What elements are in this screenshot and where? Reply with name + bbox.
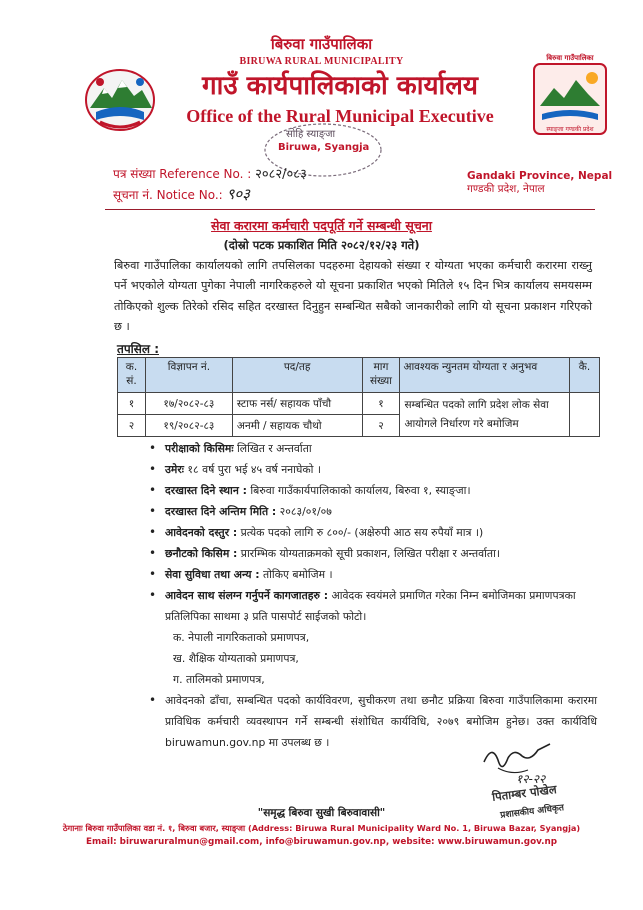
notice-subtitle: (दोस्रो पटक प्रकाशित मिति २०८२/१२/२३ गते) — [223, 238, 420, 252]
cell-demand: १ — [362, 393, 400, 415]
province-np: गण्डकी प्रदेश, नेपाल — [467, 183, 545, 195]
item-label: आवेदन साथ संलग्न गर्नुपर्ने कागजातहरु : — [165, 589, 329, 602]
reference-label: पत्र संख्या Reference No. : — [113, 167, 252, 181]
signatory-title: प्रशासकीय अधिकृत — [499, 803, 565, 821]
org-name-en: BIRUWA RURAL MUNICIPALITY — [239, 56, 404, 67]
list-item — [147, 501, 597, 522]
item-text: बिरुवा गाउँकार्यपालिकाको कार्यालय, बिरुवा १, स्याङ्जा। — [246, 484, 471, 497]
cell-demand: २ — [362, 415, 400, 437]
notice-title: सेवा करारमा कर्मचारी पदपूर्ति गर्ने सम्बन्धी सूचना — [211, 218, 432, 233]
list-item-final: • आवेदनको ढाँचा, सम्बन्धित पदको कार्यविवरण, सुचीकरण तथा छनौट प्रक्रिया बिरुवा गाउँपालिकामा करारमा प्राविधिक कर्मचारी व्यवस्थापन गर्ने सम्बन्धी संशोधित कार्यविधि, २०७९ बमोजिम हुनेछ। उक्त कार्यविधि biruwamun.gov.np मा उपलब्ध छ । — [147, 690, 597, 753]
table-header-row — [118, 358, 600, 393]
sub-item: ख. शैक्षिक योग्यताको प्रमाणपत्र, — [173, 652, 299, 665]
item-text: आवेदक स्वयंमले प्रमाणित गरेका निम्न बमोजिमका प्रमाणपत्रका प्रतिलिपिका साथमा ३ प्रति पासपोर्ट साईजको फोटो। — [165, 589, 576, 623]
org-name-np: बिरुवा गाउँपालिका — [270, 35, 373, 53]
item-label: दरखास्त दिने स्थान : — [165, 484, 247, 497]
footer-address: ठेगानाः बिरुवा गाउँपालिका वडा नं. १, बिरुवा बजार, स्याङ्जा (Address: Biruwa Rural Municipality Ward No. 1, Biruwa Bazar, Syangja) — [62, 823, 581, 833]
list-item — [147, 480, 597, 501]
notice-number-line — [113, 184, 250, 204]
logo-text: बिरुवा गाउँपालिका — [546, 54, 594, 62]
tapsil-heading: तपसिल : — [117, 342, 159, 356]
cell-qualification: सम्बन्धित पदको लागि प्रदेश लोक सेवा आयोगले निर्धारण गरे बमोजिम — [400, 393, 570, 437]
header-divider — [105, 209, 595, 210]
place-name: Biruwa, Syangja — [278, 142, 370, 153]
item-text: १८ वर्ष पुरा भई ४५ वर्ष ननाघेको । — [183, 463, 321, 476]
cell-post: अनमी / सहायक चौथो — [232, 415, 362, 437]
signature-date: १२-२२ — [516, 772, 546, 786]
list-item — [147, 459, 597, 480]
footer-contact: Email: biruwaruralmun@gmail.com, info@biruwamun.gov.np, website: www.biruwamun.gov.np — [85, 837, 558, 847]
item-label: उमेरः — [165, 463, 184, 476]
province-en: Gandaki Province, Nepal — [467, 170, 613, 182]
item-label: परीक्षाको किसिमः — [165, 442, 234, 455]
col-header-remarks: कै. — [569, 358, 599, 393]
item-text: तोकिए बमोजिम । — [259, 568, 333, 581]
address-block — [467, 170, 617, 196]
item-label: छनौटको किसिम : — [165, 547, 238, 560]
col-header-adv: विज्ञापन नं. — [145, 358, 232, 393]
logo-subtitle: स्याङ्जा गण्डकी प्रदेश — [546, 126, 594, 133]
notice-number-value: ९०३ — [226, 185, 250, 203]
cell-adv: १९/२०८२-८३ — [145, 415, 232, 437]
item-label: आवेदनको दस्तुर : — [165, 526, 238, 539]
list-item — [147, 438, 597, 459]
municipality-logo-icon — [532, 54, 608, 136]
table-row — [118, 393, 600, 415]
stamp-text: सोहि स्याङ्जा — [286, 129, 336, 140]
item-text: २०८३/०१/०७ — [276, 505, 332, 518]
col-header-post: पद/तह — [232, 358, 362, 393]
item-text: प्रत्येक पदको लागि रु ८००/- (अक्षेरुपी आठ सय रुपैयाँ मात्र ।) — [237, 526, 484, 539]
office-title-en: Office of the Rural Municipal Executive — [186, 106, 494, 126]
list-item — [147, 564, 597, 585]
municipality-logo — [532, 54, 608, 136]
cell-post: स्टाफ नर्स/ सहायक पाँचौ — [232, 393, 362, 415]
list-item — [147, 522, 597, 543]
col-header-sn: क. सं. — [118, 358, 146, 393]
sub-item: क. नेपाली नागरिकताको प्रमाणपत्र, — [173, 631, 310, 644]
col-header-demand: माग संख्या — [362, 358, 400, 393]
item-text: प्रारम्भिक योग्यताक्रमको सूची प्रकाशन, लिखित परीक्षा र अन्तर्वाता। — [237, 547, 500, 560]
col-header-qual: आवश्यक न्युनतम योग्यता र अनुभव — [400, 358, 570, 393]
reference-value: २०८२/०८३ — [255, 167, 307, 182]
cell-sn: १ — [118, 393, 146, 415]
list-item — [147, 585, 597, 627]
cell-sn: २ — [118, 415, 146, 437]
item-label: सेवा सुविधा तथा अन्य : — [165, 568, 260, 581]
notice-number-label: सूचना नं. Notice No.: — [113, 188, 223, 202]
jobs-table — [117, 357, 600, 437]
footer-motto: "समृद्ध बिरुवा सुखी बिरुवावासी" — [257, 807, 386, 819]
notice-items-list — [147, 438, 597, 753]
reference-line — [113, 164, 307, 182]
list-item — [147, 543, 597, 564]
office-title-np: गाउँ कार्यपालिकाको कार्यालय — [202, 71, 478, 101]
nepal-emblem-icon — [82, 62, 158, 134]
item-label: दरखास्त दिने अन्तिम मिति : — [165, 505, 277, 518]
cell-adv: १७/२०८२-८३ — [145, 393, 232, 415]
notice-body: बिरुवा गाउँपालिका कार्यालयको लागि तपसिलका पदहरुमा देहायको संख्या र योग्यता भएका कर्मचारी करारमा राख्नु पर्ने भएकोले योग्यता पुगेका नेपाली नागरिकहरुले यो सूचना प्रकाशित भएको मितिले १५ दिन भित्र कार्यालय समयसम्म तोकिएको शुल्क तिरेको रसिद सहित दरखास्त दिनुहुन सम्बन्धित सबैको जानकारीको लागि यो सूचना प्रकाशन गरिएको छ । — [114, 259, 592, 334]
signatory-name: पिताम्बर पोखेल — [491, 782, 558, 804]
cell-remarks — [569, 393, 599, 437]
sub-item: ग. तालिमको प्रमाणपत्र, — [173, 673, 265, 686]
item-text: लिखित र अन्तर्वाता — [233, 442, 312, 455]
